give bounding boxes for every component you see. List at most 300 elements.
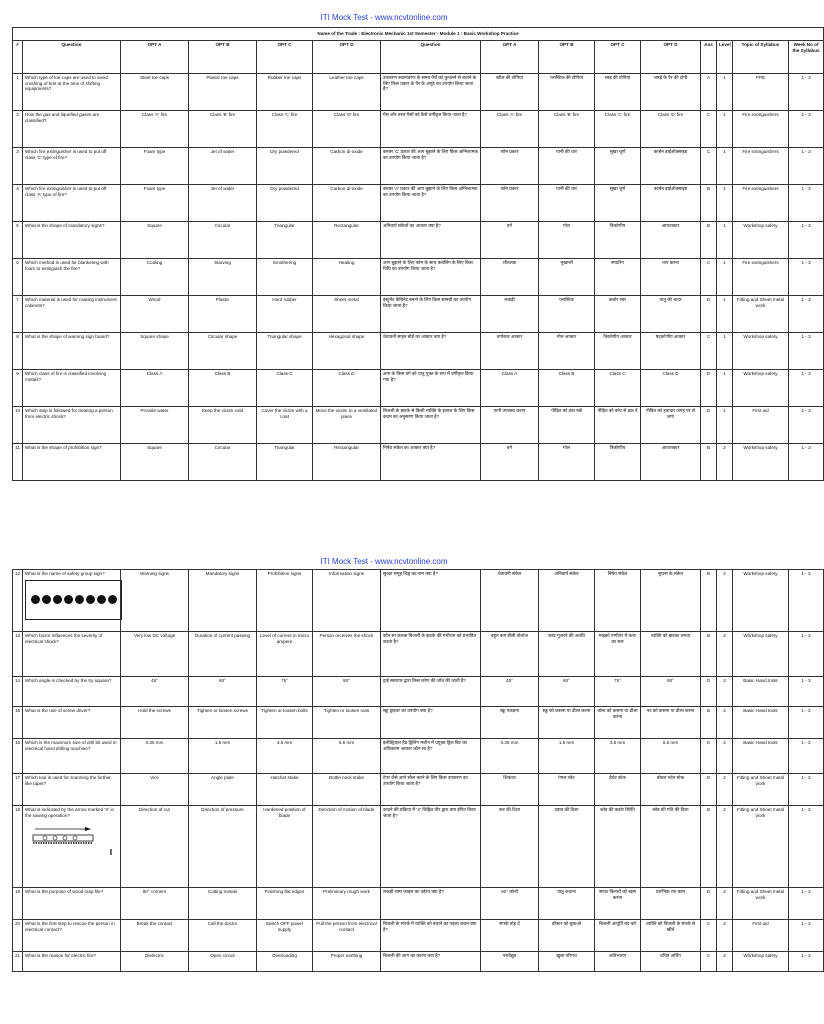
syllabus-week: 1 - 3 bbox=[789, 806, 824, 888]
option-b-hindi: पीड़ित को ठंडा रखें bbox=[539, 407, 595, 444]
question-table-top bbox=[12, 27, 824, 481]
question-text: Which fire extinguisher is used to put off class 'C' type of fire? bbox=[23, 148, 121, 185]
option-c: Tighten or loosen bolts bbox=[257, 707, 313, 739]
question-text-hindi: टेपर जैसे आगे स्कैन करने के लिए किस उपकरण का उपयोग किया जाता है? bbox=[381, 774, 481, 806]
option-d-hindi: कार्बन डाईऑक्साइड bbox=[641, 185, 701, 222]
question-number: 16 bbox=[13, 739, 23, 774]
header-cell: Topic of Syllabus bbox=[733, 41, 789, 74]
site-title-link-bottom[interactable]: ITI Mock Test - www.ncvtonline.com bbox=[320, 557, 448, 566]
header-cell: OPT B bbox=[539, 41, 595, 74]
question-number: 9 bbox=[13, 370, 23, 407]
option-b: Call the doctor bbox=[189, 920, 257, 952]
level: 2 bbox=[717, 806, 733, 888]
question-number: 1 bbox=[13, 74, 23, 111]
option-d: Leather toe caps bbox=[313, 74, 381, 111]
question-number: 10 bbox=[13, 407, 23, 444]
syllabus-topic: Workshop safety bbox=[733, 370, 789, 407]
syllabus-topic: Fire extinguishers bbox=[733, 148, 789, 185]
syllabus-week: 1 - 3 bbox=[789, 677, 824, 707]
table-row bbox=[13, 444, 824, 481]
question-text-hindi: क्लास 'A' प्रकार की आग बुझाने के लिए किस अग्निशामक का उपयोग किया जाता है? bbox=[381, 185, 481, 222]
syllabus-week: 1 - 3 bbox=[789, 370, 824, 407]
option-a-hindi: 45° bbox=[481, 677, 539, 707]
question-number: 6 bbox=[13, 259, 23, 296]
syllabus-topic: Fire extinguishers bbox=[733, 259, 789, 296]
option-a: Steel toe caps bbox=[121, 74, 189, 111]
option-a-hindi: Class A bbox=[481, 370, 539, 407]
question-text-hindi: आग के किस वर्ग को धातु युक्त के रूप में वर्गीकृत किया गया है? bbox=[381, 370, 481, 407]
table-row bbox=[13, 296, 824, 333]
option-c-hindi: त्रिकोणीय bbox=[595, 222, 641, 259]
option-c-hindi: Class 'C' fire bbox=[595, 111, 641, 148]
syllabus-topic: Workshop safety bbox=[733, 333, 789, 370]
answer: D bbox=[701, 677, 717, 707]
mandatory-sign-icon bbox=[75, 595, 84, 604]
option-c: Prohibition signs bbox=[257, 570, 313, 632]
option-a-hindi: 90° कोनों bbox=[481, 888, 539, 920]
question-text: Which angle is checked by the try square? bbox=[23, 677, 121, 707]
option-a: Square bbox=[121, 222, 189, 259]
answer: D bbox=[701, 296, 717, 333]
header-cell: # bbox=[13, 41, 23, 74]
syllabus-week: 1 - 3 bbox=[789, 444, 824, 481]
option-d: Direction of motion of blade bbox=[313, 806, 381, 888]
option-d-hindi: Class 'D' fire bbox=[641, 111, 701, 148]
question-number: 15 bbox=[13, 707, 23, 739]
option-b: Angle plate bbox=[189, 774, 257, 806]
option-d-hindi: चमड़े के पैर की टोपी bbox=[641, 74, 701, 111]
option-a: Foam type bbox=[121, 185, 189, 222]
question-text: What is the shape of warning sign board? bbox=[23, 333, 121, 370]
option-b: Jet of water bbox=[189, 148, 257, 185]
question-text-hindi: ट्राई स्क्वायर द्वारा किस कोण की जाँच की जाती है? bbox=[381, 677, 481, 707]
syllabus-week: 1 - 3 bbox=[789, 296, 824, 333]
syllabus-week: 1 - 3 bbox=[789, 707, 824, 739]
answer: D bbox=[701, 407, 717, 444]
site-title-link-top[interactable]: ITI Mock Test - www.ncvtonline.com bbox=[320, 13, 448, 22]
option-c-hindi: 75° bbox=[595, 677, 641, 707]
option-d: Pull the person from electrical contact bbox=[313, 920, 381, 952]
question-text: What is the first step to rescue the person in electrical contact? bbox=[23, 920, 121, 952]
option-d: Class 'D' fire bbox=[313, 111, 381, 148]
syllabus-topic: Workshop safety bbox=[733, 444, 789, 481]
question-number: 21 bbox=[13, 952, 23, 972]
option-b-hindi: डॉक्टर को बुलाओ bbox=[539, 920, 595, 952]
answer: B bbox=[701, 222, 717, 259]
option-c: Hardened position of blade bbox=[257, 806, 313, 888]
header-cell: Question bbox=[23, 41, 121, 74]
question-number: 18 bbox=[13, 806, 23, 888]
question-text-hindi: इंस्ट्रूमेंट कैबिनेट बनाने के लिए किस सामग्री का उपयोग किया जाता है? bbox=[381, 296, 481, 333]
answer: B bbox=[701, 806, 717, 888]
question-text-hindi: इलेक्ट्रिकल हैंड ड्रिलिंग मशीन में प्रयुक्त ड्रिल बिट का अधिकतम आकार कौन सा है? bbox=[381, 739, 481, 774]
option-b: Tighten or loosen screws bbox=[189, 707, 257, 739]
table-row bbox=[13, 632, 824, 677]
question-number: 12 bbox=[13, 570, 23, 632]
option-b-hindi: 60° bbox=[539, 677, 595, 707]
option-c-hindi: रबड़ की टोपियां bbox=[595, 74, 641, 111]
answer: C bbox=[701, 259, 717, 296]
question-number: 2 bbox=[13, 111, 23, 148]
question-text-hindi: बिजली के संपर्क में व्यक्ति को बचाने का पहला कदम क्या है? bbox=[381, 920, 481, 952]
option-b-hindi: गोल bbox=[539, 222, 595, 259]
option-b: Keep the victim cold bbox=[189, 407, 257, 444]
option-c-hindi: कठोर रबर bbox=[595, 296, 641, 333]
option-a: 0.35 mm bbox=[121, 739, 189, 774]
answer: D bbox=[701, 888, 717, 920]
syllabus-week: 1 - 3 bbox=[789, 739, 824, 774]
syllabus-week: 1 - 3 bbox=[789, 333, 824, 370]
level: 2 bbox=[717, 920, 733, 952]
question-text-hindi: गैस और तरल गैसों को कैसे वर्गीकृत किया जाता है? bbox=[381, 111, 481, 148]
answer: C bbox=[701, 148, 717, 185]
table-row bbox=[13, 570, 824, 632]
table-row bbox=[13, 888, 824, 920]
question-text: What is the shape of mandatory signs? bbox=[23, 222, 121, 259]
safety-signs-figure bbox=[25, 580, 122, 620]
option-b-hindi: Class B bbox=[539, 370, 595, 407]
option-d-hindi: पीड़ित को हवादार जगह पर ले जाएं bbox=[641, 407, 701, 444]
option-d-hindi: षट्कोणीय आकार bbox=[641, 333, 701, 370]
option-a: Dielectric bbox=[121, 952, 189, 972]
table-row bbox=[13, 185, 824, 222]
option-d: Bottle neck stake bbox=[313, 774, 381, 806]
option-d: Rectangular bbox=[313, 222, 381, 259]
table-title-row bbox=[13, 28, 824, 41]
question-number: 5 bbox=[13, 222, 23, 259]
option-d: Preliminary rough work bbox=[313, 888, 381, 920]
table-row bbox=[13, 407, 824, 444]
syllabus-topic: First aid bbox=[733, 407, 789, 444]
level: 1 bbox=[717, 222, 733, 259]
question-text-hindi: आग बुझाने के लिए फोम के साथ कंबलिंग के लिए किस विधि का उपयोग किया जाता है? bbox=[381, 259, 481, 296]
option-d: Sheet metal bbox=[313, 296, 381, 333]
option-a: 90° corners bbox=[121, 888, 189, 920]
answer: B bbox=[701, 570, 717, 632]
option-b: Duration of current passing bbox=[189, 632, 257, 677]
level: 1 bbox=[717, 111, 733, 148]
mandatory-sign-icon bbox=[64, 595, 73, 604]
option-a-hindi: फोम प्रकार bbox=[481, 148, 539, 185]
option-b-hindi: खुला परिपथ bbox=[539, 952, 595, 972]
syllabus-topic: Fitting and Sheet metal work bbox=[733, 806, 789, 888]
option-d: 6.5 mm bbox=[313, 739, 381, 774]
option-d-hindi: कार्बन डाईऑक्साइड bbox=[641, 148, 701, 185]
answer: D bbox=[701, 370, 717, 407]
question-text-content: What is indicated by the arrow marked 'X' in the sawing operation? bbox=[25, 807, 115, 818]
mandatory-sign-icon bbox=[108, 595, 117, 604]
option-d-hindi: आयताकार bbox=[641, 222, 701, 259]
option-a-hindi: लकड़ी bbox=[481, 296, 539, 333]
option-a: Wood bbox=[121, 296, 189, 333]
syllabus-week: 1 - 3 bbox=[789, 774, 824, 806]
level: 2 bbox=[717, 707, 733, 739]
option-c: Triangular bbox=[257, 444, 313, 481]
option-a-hindi: वर्ग bbox=[481, 222, 539, 259]
option-d: Tighten or loosen nuts bbox=[313, 707, 381, 739]
option-b: Mandatory signs bbox=[189, 570, 257, 632]
option-a-hindi: चेतावनी संकेत bbox=[481, 570, 539, 632]
question-text: What is the use of screw driver? bbox=[23, 707, 121, 739]
option-d: Information signs bbox=[313, 570, 381, 632]
question-text: What is the shape of prohibition sign? bbox=[23, 444, 121, 481]
level: 1 bbox=[717, 185, 733, 222]
option-b-hindi: अनिवार्य संकेत bbox=[539, 570, 595, 632]
option-d: Carbon di-oxide bbox=[313, 148, 381, 185]
question-text: How the gas and liquefied gases are classified? bbox=[23, 111, 121, 148]
level: 1 bbox=[717, 370, 733, 407]
option-c: Cover the victim with a coat bbox=[257, 407, 313, 444]
option-a-hindi: पानी उपलब्ध कराएं bbox=[481, 407, 539, 444]
syllabus-topic: Fitting and Sheet metal work bbox=[733, 888, 789, 920]
level: 2 bbox=[717, 632, 733, 677]
option-b: Class 'B' fire bbox=[189, 111, 257, 148]
option-c: Smothering bbox=[257, 259, 313, 296]
option-a: Square shape bbox=[121, 333, 189, 370]
option-c-hindi: अतिभारण bbox=[595, 952, 641, 972]
option-a-hindi: 0.35 mm bbox=[481, 739, 539, 774]
question-number: 4 bbox=[13, 185, 23, 222]
option-d-hindi: ताप करना bbox=[641, 259, 701, 296]
question-number: 20 bbox=[13, 920, 23, 952]
question-text-hindi: निषेध संकेत का आकार क्या है? bbox=[381, 444, 481, 481]
question-text-hindi: सुरक्षा समूह चिह्न का नाम क्या है? bbox=[381, 570, 481, 632]
level: 2 bbox=[717, 739, 733, 774]
syllabus-week: 1 - 3 bbox=[789, 570, 824, 632]
table-row bbox=[13, 920, 824, 952]
option-a: Warning signs bbox=[121, 570, 189, 632]
option-d-hindi: 6.5 mm bbox=[641, 739, 701, 774]
option-a-hindi: वर्ग bbox=[481, 444, 539, 481]
question-text: What is the reason for electric fire? bbox=[23, 952, 121, 972]
header-cell: OPT D bbox=[313, 41, 381, 74]
syllabus-topic: PPE bbox=[733, 74, 789, 111]
question-text: Which tool is used for scanning the further like taper? bbox=[23, 774, 121, 806]
option-c: Level of current in micro ampere bbox=[257, 632, 313, 677]
option-d-hindi: 90° bbox=[641, 677, 701, 707]
option-b-hindi: दबाव की दिशा bbox=[539, 806, 595, 888]
option-b: Circular bbox=[189, 444, 257, 481]
option-b-hindi: स्क्रू को कसना या ढीला करना bbox=[539, 707, 595, 739]
option-c-hindi: निषेध संकेत bbox=[595, 570, 641, 632]
option-b: Class B bbox=[189, 370, 257, 407]
option-b: Direction of pressure bbox=[189, 806, 257, 888]
table-row bbox=[13, 952, 824, 972]
option-b: Circular shape bbox=[189, 333, 257, 370]
question-number: 14 bbox=[13, 677, 23, 707]
option-b-hindi: 1.5 mm bbox=[539, 739, 595, 774]
question-text: Which factor influences the severity of electrical shock? bbox=[23, 632, 121, 677]
level: 2 bbox=[717, 774, 733, 806]
answer: A bbox=[701, 74, 717, 111]
option-a: Very low DC voltage bbox=[121, 632, 189, 677]
option-b-hindi: करंट गुजरने की अवधि bbox=[539, 632, 595, 677]
level: 1 bbox=[717, 259, 733, 296]
option-b: Plastic toe caps bbox=[189, 74, 257, 111]
option-b: 60° bbox=[189, 677, 257, 707]
question-text: Which is the maximum size of drill bit used in electrical hand drilling machine? bbox=[23, 739, 121, 774]
option-c-hindi: हैचेट स्टेक bbox=[595, 774, 641, 806]
option-d-hindi: बोतल गर्दन स्टेक bbox=[641, 774, 701, 806]
syllabus-topic: Workshop safety bbox=[733, 632, 789, 677]
option-d-hindi: व्यक्ति को झटका लगता bbox=[641, 632, 701, 677]
option-c: 3.5 mm bbox=[257, 739, 313, 774]
answer: C bbox=[701, 920, 717, 952]
option-c: Overloading bbox=[257, 952, 313, 972]
option-c-hindi: बोल्ट को कसना या ढीला करना bbox=[595, 707, 641, 739]
option-b-hindi: एंगल प्लेट bbox=[539, 774, 595, 806]
option-a: 45° bbox=[121, 677, 189, 707]
table-row bbox=[13, 222, 824, 259]
question-text-hindi: स्क्रू ड्राइवर का उपयोग क्या है? bbox=[381, 707, 481, 739]
header-cell: OPT C bbox=[257, 41, 313, 74]
option-a-hindi: कट की दिशा bbox=[481, 806, 539, 888]
syllabus-week: 1 - 3 bbox=[789, 407, 824, 444]
option-c: Rubber toe caps bbox=[257, 74, 313, 111]
syllabus-week: 1 - 3 bbox=[789, 632, 824, 677]
syllabus-topic: Workshop safety bbox=[733, 952, 789, 972]
option-a: Direction of cut bbox=[121, 806, 189, 888]
option-c-hindi: 3.5 mm bbox=[595, 739, 641, 774]
option-b: Cutting metals bbox=[189, 888, 257, 920]
table-row bbox=[13, 259, 824, 296]
option-b-hindi: पानी की धार bbox=[539, 185, 595, 222]
option-b-hindi: धातु काटना bbox=[539, 888, 595, 920]
syllabus-topic: Workshop safety bbox=[733, 222, 789, 259]
syllabus-week: 1 - 3 bbox=[789, 952, 824, 972]
option-a-hindi: स्क्रू पकड़ना bbox=[481, 707, 539, 739]
option-c: Switch OFF power supply bbox=[257, 920, 313, 952]
mandatory-sign-icon bbox=[53, 595, 62, 604]
option-d-hindi: Class D bbox=[641, 370, 701, 407]
option-a-hindi: वर्गाकार आकार bbox=[481, 333, 539, 370]
option-d-hindi: प्रारंभिक रफ काम bbox=[641, 888, 701, 920]
sawing-operation-figure bbox=[25, 821, 115, 857]
level: 1 bbox=[717, 74, 733, 111]
syllabus-week: 1 - 3 bbox=[789, 222, 824, 259]
question-number: 13 bbox=[13, 632, 23, 677]
level: 2 bbox=[717, 952, 733, 972]
syllabus-topic: Basic Hand tools bbox=[733, 739, 789, 774]
option-d: Proper earthing bbox=[313, 952, 381, 972]
option-c: Class 'C' fire bbox=[257, 111, 313, 148]
option-b-hindi: प्लास्टिक की टोपियां bbox=[539, 74, 595, 111]
answer: B bbox=[701, 444, 717, 481]
option-a: Square bbox=[121, 444, 189, 481]
header-cell: OPT B bbox=[189, 41, 257, 74]
option-b-hindi: Class 'B' fire bbox=[539, 111, 595, 148]
option-a: Hold the screws bbox=[121, 707, 189, 739]
option-c: Triangular bbox=[257, 222, 313, 259]
syllabus-week: 1 - 3 bbox=[789, 888, 824, 920]
option-c: Class C bbox=[257, 370, 313, 407]
option-d: Heating bbox=[313, 259, 381, 296]
table-row bbox=[13, 806, 824, 888]
option-a: Class A bbox=[121, 370, 189, 407]
option-a: Break the contact bbox=[121, 920, 189, 952]
option-b-hindi: गोल bbox=[539, 444, 595, 481]
answer: B bbox=[701, 185, 717, 222]
table-row bbox=[13, 111, 824, 148]
question-text-hindi: बिजली की आग का कारण क्या है? bbox=[381, 952, 481, 972]
question-text-hindi: चेतावनी साइन बोर्ड का आकार क्या है? bbox=[381, 333, 481, 370]
syllabus-week: 1 - 3 bbox=[789, 920, 824, 952]
question-text-hindi: लकड़ी रास्प फ़ाइल का उद्देश्य क्या है? bbox=[381, 888, 481, 920]
option-d: Rectangular bbox=[313, 444, 381, 481]
option-c: 75° bbox=[257, 677, 313, 707]
answer: C bbox=[701, 111, 717, 148]
mandatory-sign-icon bbox=[42, 595, 51, 604]
question-number: 19 bbox=[13, 888, 23, 920]
question-text: Which method is used for blanketing with foam to extinguish the fire? bbox=[23, 259, 121, 296]
option-d-hindi: व्यक्ति को बिजली के संपर्क से खींचें bbox=[641, 920, 701, 952]
answer: C bbox=[701, 333, 717, 370]
option-a-hindi: संपर्क तोड़ दें bbox=[481, 920, 539, 952]
question-text: Which step is followed for treating a person from electric shock? bbox=[23, 407, 121, 444]
question-text-hindi: अनिवार्य संकेतों का आकार क्या है? bbox=[381, 222, 481, 259]
option-c: Hatchet stake bbox=[257, 774, 313, 806]
option-a-hindi: स्टील की टोपियां bbox=[481, 74, 539, 111]
level: 1 bbox=[717, 333, 733, 370]
question-text-hindi: उपकरण स्थानांतरण के समय पैरों को कुचलने से बचाने के लिए किस प्रकार के पैर के अंगूठे का उपयोग किया जाता है? bbox=[381, 74, 481, 111]
option-a: Foam type bbox=[121, 148, 189, 185]
table-row bbox=[13, 370, 824, 407]
option-d-hindi: नट को कसना या ढीला करना bbox=[641, 707, 701, 739]
option-c: Triangular shape bbox=[257, 333, 313, 370]
option-b-hindi: पानी की धार bbox=[539, 148, 595, 185]
question-number: 11 bbox=[13, 444, 23, 481]
header-cell: Question bbox=[381, 41, 481, 74]
answer: C bbox=[701, 952, 717, 972]
question-text: Which fire extinguisher is used to put off class 'A' type of fire? bbox=[23, 185, 121, 222]
option-d: Hexagonal shape bbox=[313, 333, 381, 370]
question-text-hindi: बिजली के झटके से किसी व्यक्ति के इलाज के लिए किस कदम का अनुसरण किया जाता है? bbox=[381, 407, 481, 444]
question-text: Which type of toe caps are used to avoid crushing of feet at the time of shifting equipments? bbox=[23, 74, 121, 111]
syllabus-week: 1 - 3 bbox=[789, 185, 824, 222]
option-b: Starving bbox=[189, 259, 257, 296]
mandatory-sign-icon bbox=[97, 595, 106, 604]
option-a: Cooling bbox=[121, 259, 189, 296]
level: 2 bbox=[717, 677, 733, 707]
question-text: Which material is used for making instrument cabinets? bbox=[23, 296, 121, 333]
option-d: 90° bbox=[313, 677, 381, 707]
option-b-hindi: भुखमरी bbox=[539, 259, 595, 296]
option-c-hindi: पीड़ित को कोट से ढक दें bbox=[595, 407, 641, 444]
table-row bbox=[13, 148, 824, 185]
question-number: 17 bbox=[13, 774, 23, 806]
syllabus-topic: Basic Hand tools bbox=[733, 707, 789, 739]
option-a-hindi: फोम प्रकार bbox=[481, 185, 539, 222]
syllabus-week: 1 - 3 bbox=[789, 111, 824, 148]
answer: B bbox=[701, 707, 717, 739]
question-number: 7 bbox=[13, 296, 23, 333]
option-b: Plastic bbox=[189, 296, 257, 333]
level: 1 bbox=[717, 296, 733, 333]
option-c-hindi: Class C bbox=[595, 370, 641, 407]
option-c-hindi: बिजली आपूर्ति बंद करें bbox=[595, 920, 641, 952]
syllabus-topic: Basic Hand tools bbox=[733, 677, 789, 707]
option-c-hindi: स्मदरिंग bbox=[595, 259, 641, 296]
option-b: Circular bbox=[189, 222, 257, 259]
question-text-hindi: क्लास 'C' प्रकार की आग बुझाने के लिए किस अग्निशामक का उपयोग किया जाता है? bbox=[381, 148, 481, 185]
table-row bbox=[13, 739, 824, 774]
option-d-hindi: ब्लेड की गति की दिशा bbox=[641, 806, 701, 888]
syllabus-topic: Fitting and Sheet metal work bbox=[733, 774, 789, 806]
table-row bbox=[13, 677, 824, 707]
option-d: Class D bbox=[313, 370, 381, 407]
syllabus-topic: Workshop safety bbox=[733, 570, 789, 632]
option-a-hindi: Class 'A' fire bbox=[481, 111, 539, 148]
